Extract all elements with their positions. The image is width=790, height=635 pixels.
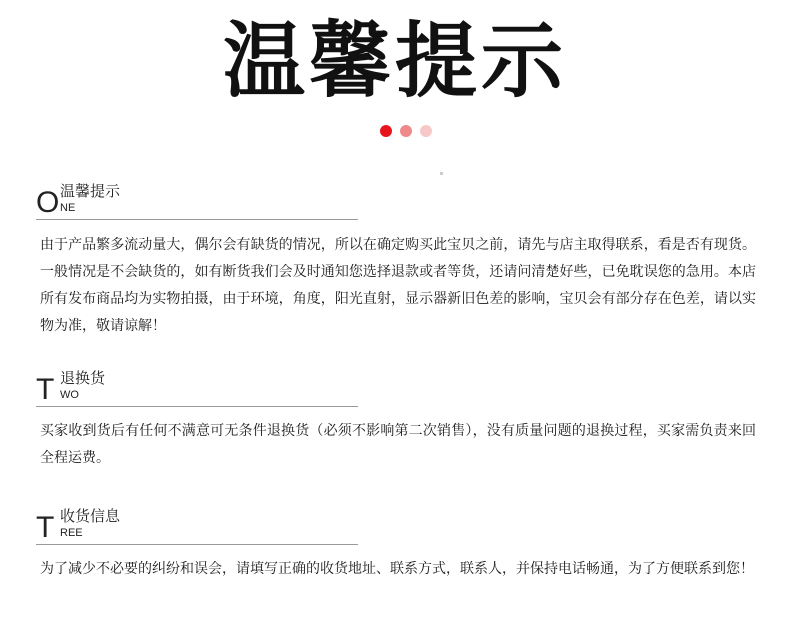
- section-two-subtitle: WO: [60, 389, 79, 401]
- section-three-divider: [36, 544, 358, 545]
- dot-red: [380, 125, 392, 137]
- page-title: 温馨提示: [222, 14, 567, 109]
- section-one-subtitle: NE: [60, 202, 76, 214]
- section-one-divider: [36, 219, 358, 220]
- section-one-text: 由于产品繁多流动量大，偶尔会有缺货的情况，所以在确定购买此宝贝之前，请先与店主取得联系，看是否有现货。一般情况是不会缺货的，如有断货我们会及时通知您选择退款或者等货，还请问清楚好些，已免耽误您的急用。本店所有发布商品均为实物拍摄，由于环境，角度，阳光直射，显示器新旧色差的影响，宝贝会有部分存在色差，请以实物为准，敬请谅解！: [40, 237, 756, 334]
- dot-light-pink: [420, 125, 432, 137]
- section-three-letter: T: [36, 511, 55, 544]
- section-two-title: 退换货: [60, 369, 106, 387]
- section-one-header: [36, 182, 358, 222]
- decorative-mark: [440, 172, 443, 175]
- section-three-text: 为了减少不必要的纠纷和误会，请填写正确的收货地址、联系方式，联系人，并保持电话畅通，为了方便联系到您！: [40, 561, 754, 577]
- section-three-subtitle: REE: [60, 527, 83, 539]
- section-two-header: [36, 369, 358, 409]
- section-one-title: 温馨提示: [60, 182, 121, 200]
- section-two-divider: [36, 406, 358, 407]
- section-two-letter: T: [36, 373, 55, 406]
- section-three-header: [36, 507, 358, 547]
- section-three-title: 收货信息: [60, 507, 121, 525]
- dot-pink: [400, 125, 412, 137]
- section-two-text: 买家收到货后有任何不满意可无条件退换货（必须不影响第二次销售），没有质量问题的退换过程，买家需负责来回全程运费。: [40, 423, 756, 466]
- section-one-letter: O: [36, 186, 60, 219]
